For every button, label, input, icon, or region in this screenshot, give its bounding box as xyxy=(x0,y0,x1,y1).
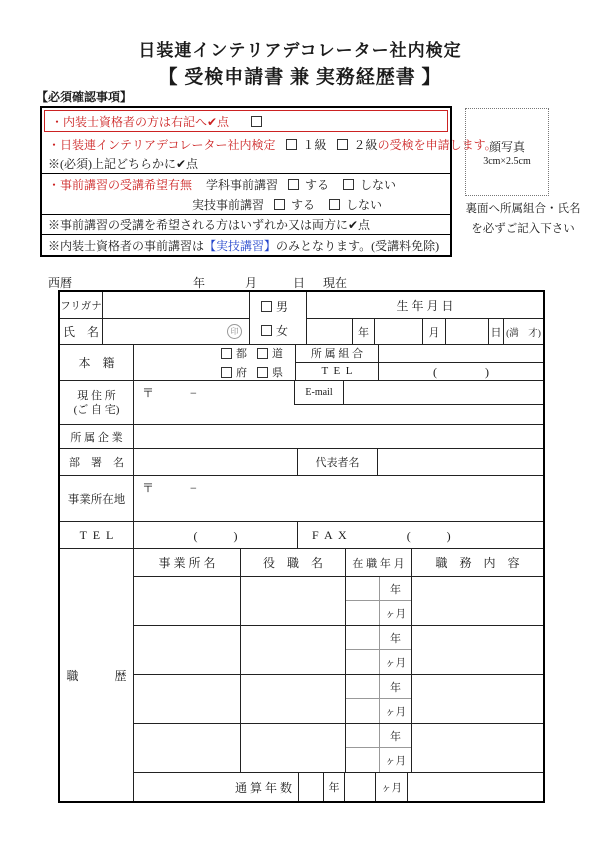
lecture-line1 xyxy=(42,174,450,194)
jitsugi-note-pre: ※内装士資格者の事前講習は xyxy=(48,238,205,253)
history-office-input[interactable] xyxy=(134,577,240,625)
address-label-cell xyxy=(60,381,133,424)
history-row-1 xyxy=(134,576,543,625)
grade-note: ※(必須)上記どちらかに✔点 xyxy=(48,157,199,171)
history-tenure-cell xyxy=(345,577,411,625)
lecture-row xyxy=(42,173,450,214)
birth-age: (満 才) xyxy=(503,319,543,344)
tenure-month-half xyxy=(346,650,411,674)
office-address-label: 事業所在地 xyxy=(67,493,126,506)
history-tenure-cell xyxy=(345,675,411,723)
checkbox-to[interactable] xyxy=(221,348,232,359)
history-duty-input[interactable] xyxy=(411,724,543,772)
tenure-month-input[interactable] xyxy=(346,748,379,772)
honseki-label: 本 籍 xyxy=(78,356,115,370)
tenure-month-unit: ヶ月 xyxy=(379,748,411,772)
name-input[interactable] xyxy=(103,319,249,344)
date-line xyxy=(0,274,600,290)
date-day-label: 日 xyxy=(293,276,306,290)
lecture-note-row xyxy=(42,214,450,234)
union-block xyxy=(295,345,543,380)
office-address-input[interactable] xyxy=(133,476,543,521)
checkbox-grade2[interactable] xyxy=(337,139,348,150)
name-label: 氏 名 xyxy=(62,325,99,339)
tenure-year-half xyxy=(346,675,411,699)
union-tel-label: T E L xyxy=(321,365,353,378)
name-label-col xyxy=(60,292,102,344)
company-input[interactable] xyxy=(133,425,543,448)
tenure-year-unit: 年 xyxy=(379,626,411,649)
tenure-month-unit: ヶ月 xyxy=(379,699,411,723)
gakka-do-label: する xyxy=(305,177,330,192)
history-role-input[interactable] xyxy=(240,626,345,674)
checkbox-gakka-dont[interactable] xyxy=(343,179,354,190)
tenure-month-half xyxy=(346,748,411,772)
tel-label: T E L xyxy=(79,527,114,542)
tenure-year-half xyxy=(346,626,411,650)
lecture-line2 xyxy=(42,194,450,214)
photo-note-line2: を必ずご記入下さい xyxy=(471,223,575,235)
jitsugi-do-label: する xyxy=(291,197,316,212)
date-month-label: 月 xyxy=(245,276,258,290)
representative-input[interactable] xyxy=(377,449,543,475)
history-label: 職 歴 xyxy=(66,668,127,683)
history-duty-input[interactable] xyxy=(411,626,543,674)
jitsugi-label: 実技事前講習 xyxy=(192,197,265,212)
pref-dou-label: 道 xyxy=(272,348,283,360)
history-row-4 xyxy=(134,723,543,772)
tenure-month-input[interactable] xyxy=(346,699,379,723)
tel-fax-row xyxy=(60,521,543,548)
birth-day-input[interactable] xyxy=(445,319,488,344)
pref-ken-label: 県 xyxy=(272,367,283,379)
representative-label: 代表者名 xyxy=(297,449,377,475)
total-year-unit: 年 xyxy=(323,773,344,801)
grade-lead: ・日装連インテリアデコレーター社内検定 xyxy=(48,137,276,152)
name-row-group xyxy=(60,292,543,344)
checkbox-male[interactable] xyxy=(261,301,272,312)
date-year-label: 年 xyxy=(193,276,206,290)
seal-icon: 印 xyxy=(227,324,242,339)
photo-note xyxy=(448,199,598,239)
birth-cells xyxy=(307,319,543,344)
history-total-row xyxy=(134,772,543,801)
birth-month-unit: 月 xyxy=(422,319,445,344)
history-header-role: 役 職 名 xyxy=(240,549,345,576)
birth-header: 生 年 月 日 xyxy=(307,292,543,319)
tenure-month-half xyxy=(346,601,411,625)
checkbox-grade1[interactable] xyxy=(286,139,297,150)
honseki-input[interactable] xyxy=(133,345,295,380)
tenure-month-input[interactable] xyxy=(346,650,379,674)
history-office-input[interactable] xyxy=(134,724,240,772)
lecture-lead: ・事前講習の受講希望有無 xyxy=(48,177,193,192)
jitsugi-note-post: のみとなります。(受講料免除) xyxy=(276,238,440,253)
grade1-label: １級 xyxy=(302,137,327,152)
grade-line xyxy=(42,134,497,154)
history-role-input[interactable] xyxy=(240,724,345,772)
union-row xyxy=(296,345,543,363)
pref-fu-label: 府 xyxy=(236,367,247,379)
tenure-month-input[interactable] xyxy=(346,601,379,625)
tel-input[interactable]: ( ) xyxy=(133,522,297,548)
grade-row xyxy=(42,134,497,173)
naisoushi-label: ・内装士資格者の方は右記へ✔点 xyxy=(51,114,230,129)
department-row xyxy=(60,448,543,475)
history-tenure-cell xyxy=(345,724,411,772)
fax-label: F A X xyxy=(312,527,347,542)
address-label-line1: 現 住 所 xyxy=(77,389,116,402)
photo-label: 顔写真 xyxy=(488,139,525,154)
photo-box xyxy=(465,108,549,196)
checkbox-ken[interactable] xyxy=(257,367,268,378)
history-header-row xyxy=(134,549,543,576)
era-label: 西暦 xyxy=(48,276,73,290)
checkbox-dou[interactable] xyxy=(257,348,268,359)
tenure-year-input[interactable] xyxy=(346,724,379,747)
total-month-input[interactable] xyxy=(344,773,375,801)
required-confirmation-box xyxy=(40,106,497,257)
jitsugi-dont-label: しない xyxy=(346,197,383,212)
application-table xyxy=(58,290,545,803)
tenure-month-unit: ヶ月 xyxy=(379,650,411,674)
required-section-heading: 【必須確認事項】 xyxy=(36,90,133,104)
checkbox-female[interactable] xyxy=(261,325,272,336)
form-title-line1: 日装連インテリアデコレーター社内検定 xyxy=(138,41,462,60)
address-label-line2: (ご 自 宅) xyxy=(73,403,120,416)
address-postal-mark: 〒 − xyxy=(142,386,197,400)
history-row-3 xyxy=(134,674,543,723)
grade-tail: の受検を申請します。 xyxy=(377,137,497,152)
address-row xyxy=(60,380,543,424)
gakka-label: 学科事前講習 xyxy=(206,177,279,192)
company-row xyxy=(60,424,543,448)
history-header-tenure: 在 職 年 月 xyxy=(345,549,411,576)
history-office-input[interactable] xyxy=(134,675,240,723)
form-title-line2: 【 受検申請書 兼 実務経歴書 】 xyxy=(158,67,442,88)
history-role-input[interactable] xyxy=(240,675,345,723)
tenure-month-half xyxy=(346,699,411,723)
total-month-unit: ヶ月 xyxy=(375,773,407,801)
union-input[interactable] xyxy=(378,345,543,362)
address-input-area[interactable] xyxy=(133,381,543,424)
email-label: E-mail xyxy=(305,387,333,398)
sex-cell xyxy=(249,292,306,344)
honseki-row xyxy=(60,344,543,380)
tenure-year-unit: 年 xyxy=(379,675,411,698)
union-label: 所 属 組 合 xyxy=(310,348,364,361)
female-label: 女 xyxy=(276,323,289,338)
history-tenure-cell xyxy=(345,626,411,674)
office-address-row xyxy=(60,475,543,521)
tenure-year-half xyxy=(346,724,411,748)
department-label: 部 署 名 xyxy=(69,457,124,469)
birth-col xyxy=(306,292,543,344)
tenure-year-input[interactable] xyxy=(346,675,379,698)
grade-note-line xyxy=(42,154,450,173)
email-input[interactable] xyxy=(343,381,543,404)
office-postal-mark: 〒 − xyxy=(142,481,197,495)
history-office-input[interactable] xyxy=(134,626,240,674)
naisoushi-row xyxy=(44,110,448,132)
lecture-note: ※事前講習の受講を希望される方はいずれか又は両方に✔点 xyxy=(48,218,371,232)
total-year-input[interactable] xyxy=(298,773,323,801)
fax-input: ( ) xyxy=(406,528,451,543)
fax-cell[interactable] xyxy=(297,522,543,548)
tenure-year-unit: 年 xyxy=(379,577,411,600)
department-input[interactable] xyxy=(133,449,297,475)
history-grid xyxy=(133,549,543,801)
checkbox-naisoushi[interactable] xyxy=(251,116,262,127)
furigana-input[interactable] xyxy=(103,292,249,319)
photo-size: 3cm×2.5cm xyxy=(483,155,531,167)
birth-year-input[interactable] xyxy=(307,319,352,344)
tenure-year-half xyxy=(346,577,411,601)
tenure-year-input[interactable] xyxy=(346,626,379,649)
photo-note-line1: 裏面へ所属組合・氏名 xyxy=(465,203,581,215)
pref-to-label: 都 xyxy=(236,348,247,360)
birth-month-input[interactable] xyxy=(374,319,422,344)
history-header-duty: 職 務 内 容 xyxy=(411,549,543,576)
total-years-label: 通 算 年 数 xyxy=(234,780,292,795)
checkbox-fu[interactable] xyxy=(221,367,232,378)
history-row-2 xyxy=(134,625,543,674)
history-duty-input[interactable] xyxy=(411,577,543,625)
birth-day-unit: 日 xyxy=(488,319,503,344)
checkbox-jitsugi-dont[interactable] xyxy=(329,199,340,210)
tenure-month-unit: ヶ月 xyxy=(379,601,411,625)
total-spacer-cell xyxy=(407,773,543,801)
company-label: 所 属 企 業 xyxy=(70,431,123,444)
jitsugi-note-row xyxy=(42,234,450,255)
union-tel-row xyxy=(296,363,543,380)
history-header-office: 事 業 所 名 xyxy=(158,556,216,570)
gakka-dont-label: しない xyxy=(360,177,397,192)
union-tel-input[interactable]: ( ) xyxy=(378,363,543,380)
history-duty-input[interactable] xyxy=(411,675,543,723)
history-block xyxy=(60,548,543,801)
tenure-year-input[interactable] xyxy=(346,577,379,600)
male-label: 男 xyxy=(276,299,289,314)
furigana-label: フリガナ xyxy=(60,292,102,319)
checkbox-jitsugi-do[interactable] xyxy=(274,199,285,210)
jitsugi-note-highlight: 【実技講習】 xyxy=(204,238,277,253)
tenure-year-unit: 年 xyxy=(379,724,411,747)
name-input-col xyxy=(102,292,249,344)
history-role-input[interactable] xyxy=(240,577,345,625)
checkbox-gakka-do[interactable] xyxy=(288,179,299,190)
asof-label: 現在 xyxy=(323,276,348,290)
grade2-label: ２級 xyxy=(353,137,378,152)
birth-year-unit: 年 xyxy=(352,319,374,344)
email-block xyxy=(294,381,543,405)
